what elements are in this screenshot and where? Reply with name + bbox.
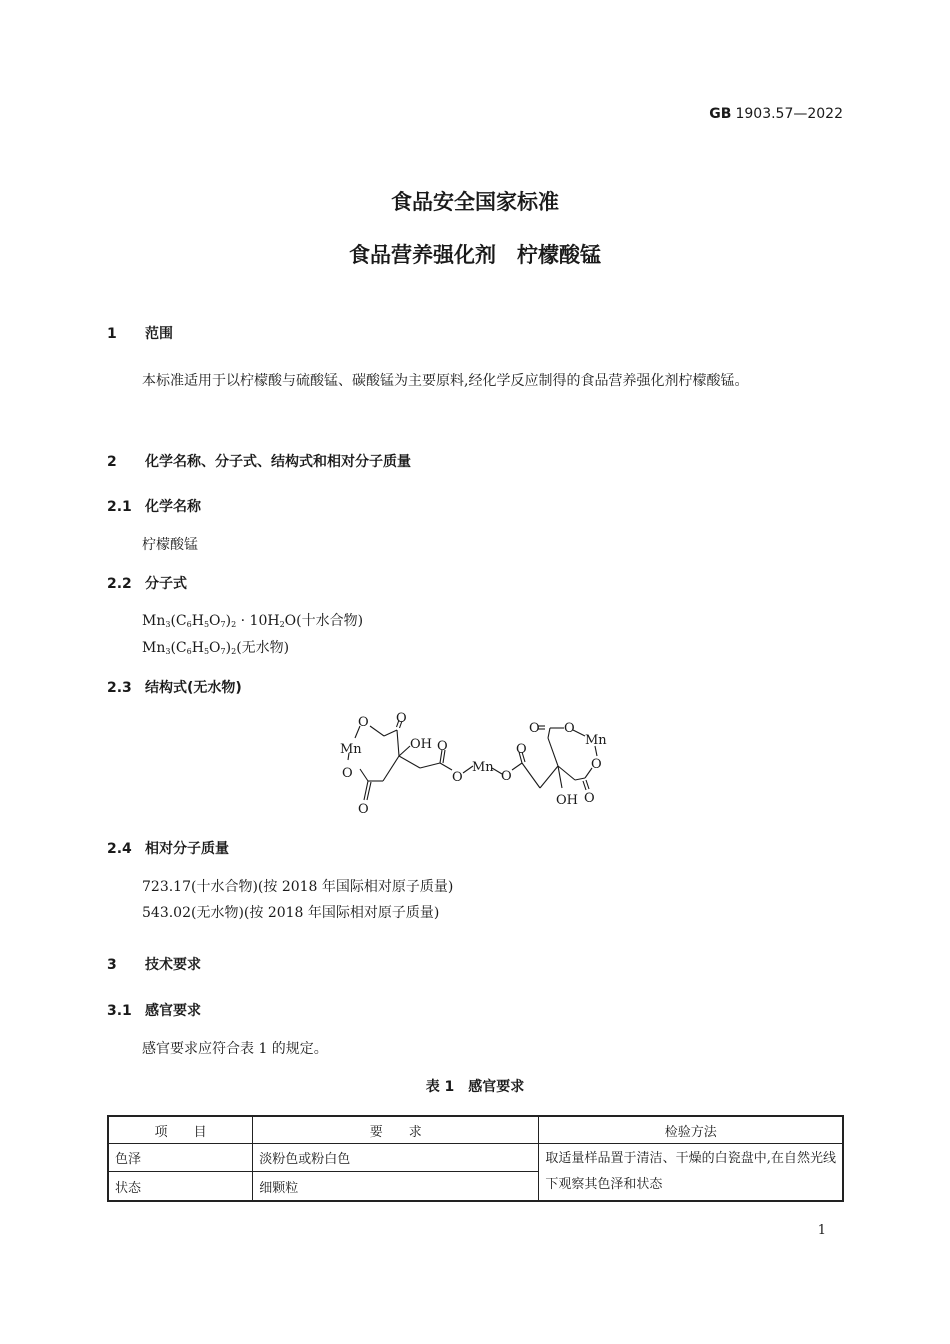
atom-label-mn: Mn <box>472 760 494 775</box>
section-number: 2.1 <box>107 499 132 515</box>
molecular-mass-anhydrous: 543.02(无水物)(按 2018 年国际相对原子质量) <box>142 905 440 921</box>
table-cell-requirement: 淡粉色或粉白色 <box>253 1144 539 1172</box>
sensory-requirement-text: 感官要求应符合表 1 的规定。 <box>142 1041 328 1057</box>
table-header-cell: 要 求 <box>253 1116 539 1144</box>
atom-label-o: O <box>501 769 512 784</box>
atom-label-o: O <box>437 739 448 754</box>
table-header-cell: 项 目 <box>108 1116 253 1144</box>
section-1-heading <box>107 323 173 343</box>
chemical-name: 柠檬酸锰 <box>142 537 198 553</box>
atom-label-oh: OH <box>556 793 578 808</box>
atom-label-o: O <box>358 715 369 730</box>
table-cell-method: 取适量样品置于清洁、干燥的白瓷盘中,在自然光线下观察其色泽和状态 <box>539 1144 843 1202</box>
section-title: 技术要求 <box>145 957 201 973</box>
section-number: 3 <box>107 957 117 973</box>
atom-label-o: O <box>452 770 463 785</box>
section-2-2-heading <box>107 573 187 593</box>
section-title: 化学名称、分子式、结构式和相对分子质量 <box>145 454 411 470</box>
atom-label-o: O <box>342 766 353 781</box>
scope-paragraph: 本标准适用于以柠檬酸与硫酸锰、碳酸锰为主要原料,经化学反应制得的食品营养强化剂柠檬酸锰。 <box>142 373 749 389</box>
sensory-requirements-table <box>107 1115 844 1202</box>
atom-label-o: O <box>564 721 575 736</box>
standard-number: 1903.57—2022 <box>735 106 843 122</box>
main-title: 食品安全国家标准 <box>391 190 559 214</box>
section-2-4-heading <box>107 838 229 858</box>
section-number: 2.3 <box>107 680 132 696</box>
standard-code <box>709 106 843 122</box>
section-number: 2.4 <box>107 841 132 857</box>
section-2-1-heading <box>107 496 201 516</box>
section-title: 结构式(无水物) <box>145 680 242 696</box>
table-header-cell: 检验方法 <box>539 1116 843 1144</box>
section-title: 感官要求 <box>145 1003 201 1019</box>
section-2-3-heading <box>107 677 242 697</box>
section-3-heading <box>107 954 201 974</box>
section-number: 1 <box>107 326 117 342</box>
section-number: 2 <box>107 454 117 470</box>
molecular-mass-decahydrate: 723.17(十水合物)(按 2018 年国际相对原子质量) <box>142 879 454 895</box>
standard-prefix: GB <box>709 106 732 122</box>
sub-title: 食品营养强化剂 柠檬酸锰 <box>349 243 601 267</box>
section-title: 相对分子质量 <box>145 841 229 857</box>
atom-label-o: O <box>396 711 407 726</box>
section-title: 范围 <box>145 326 173 342</box>
atom-label-o: O <box>529 721 540 736</box>
formula-decahydrate: $Mn_3(C_6H_5O_7)_2 \cdot 10H_2O$(十水合物) <box>142 613 364 629</box>
atom-label-o: O <box>591 757 602 772</box>
table-cell-item: 色泽 <box>108 1144 253 1172</box>
structural-formula-diagram <box>330 708 620 820</box>
section-3-1-heading <box>107 1000 201 1020</box>
section-title: 化学名称 <box>145 499 201 515</box>
atom-label-mn: Mn <box>340 742 362 757</box>
atom-label-o: O <box>358 802 369 817</box>
table-cell-requirement: 细颗粒 <box>253 1172 539 1201</box>
section-title: 分子式 <box>145 576 187 592</box>
atom-label-o: O <box>584 791 595 806</box>
table-cell-item: 状态 <box>108 1172 253 1201</box>
atom-label-oh: OH <box>410 737 432 752</box>
page-number: 1 <box>817 1223 826 1238</box>
section-2-heading <box>107 451 411 471</box>
table-row <box>108 1144 843 1172</box>
section-number: 2.2 <box>107 576 132 592</box>
atom-label-mn: Mn <box>585 733 607 748</box>
section-number: 3.1 <box>107 1003 132 1019</box>
atom-label-o: O <box>516 742 527 757</box>
table-header-row <box>108 1116 843 1144</box>
formula-anhydrous: $Mn_3(C_6H_5O_7)_2$(无水物) <box>142 640 290 656</box>
table-caption: 表 1 感官要求 <box>425 1079 525 1095</box>
